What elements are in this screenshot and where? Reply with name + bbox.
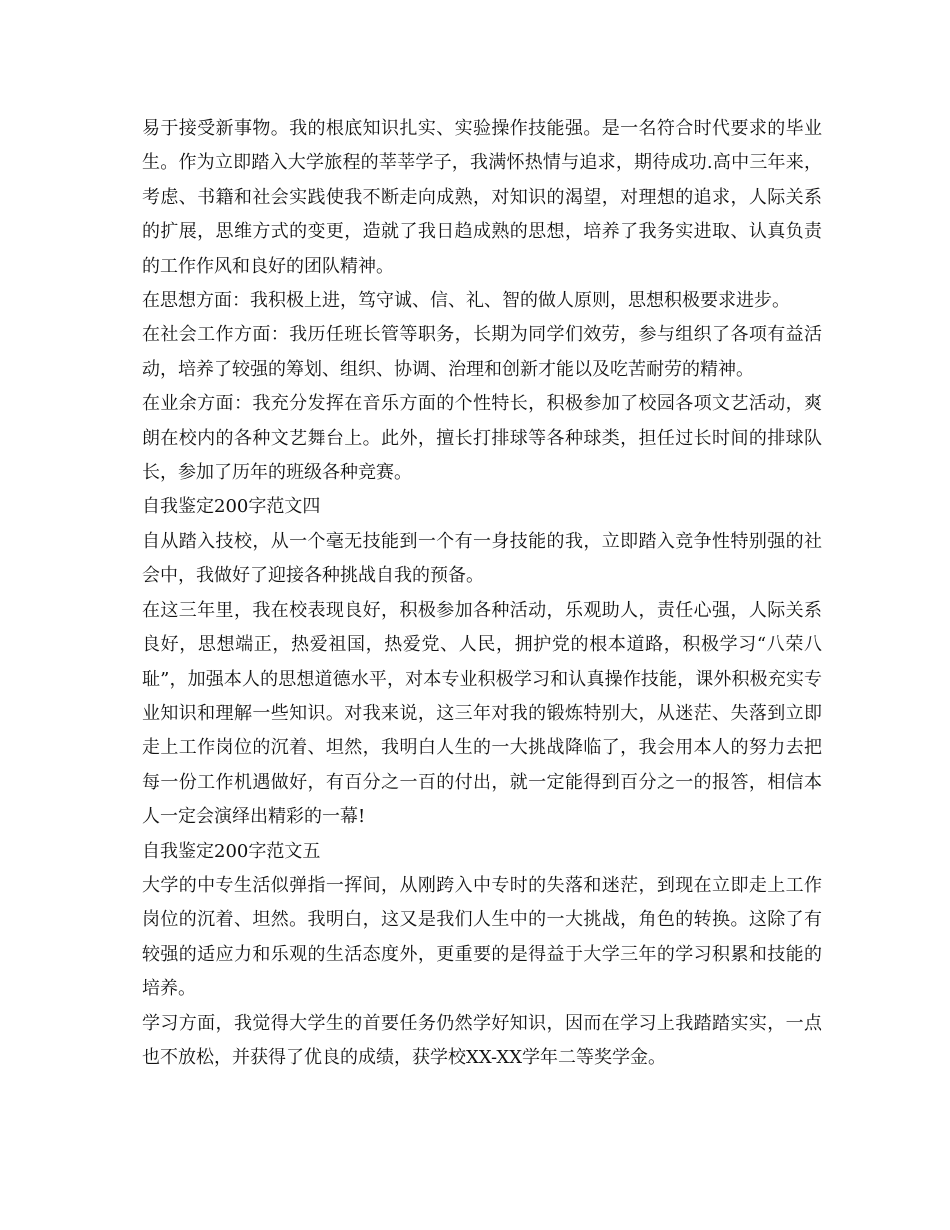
paragraph-secondary-school-life: 大学的中专生活似弹指一挥间，从刚跨入中专时的失落和迷茫，到现在立即走上工作岗位的沉着、坦然。我明白，这又是我们人生中的一大挑战，角色的转换。这除了有较强的适应力和乐观的生活态度外，更重要的是得益于大学三年的学习积累和技能的培养。 [142,874,822,1000]
paragraph-ideology: 在思想方面：我积极上进，笃守诚、信、礼、智的做人原则，思想积极要求进步。 [142,290,790,312]
paragraph-intro-continued: 易于接受新事物。我的根底知识扎实、实验操作技能强。是一名符合时代要求的毕业生。作为立即踏入大学旅程的莘莘学子，我满怀热情与追求，期待成功.高中三年来，考虑、书籍和社会实践使我不断走向成熟，对知识的渴望，对理想的追求，人际关系的扩展，思维方式的变更，造就了我日趋成熟的思想，培养了我务实进取、认真负责的工作作风和良好的团队精神。 [142,118,822,277]
section-heading-sample-five: 自我鉴定200字范文五 [142,840,321,862]
paragraph-three-years: 在这三年里，我在校表现良好，积极参加各种活动，乐观助人，责任心强，人际关系良好，思想端正，热爱祖国，热爱党、人民，拥护党的根本道路，积极学习“八荣八耻”，加强本人的思想道德水平，对本专业积极学习和认真操作技能，课外积极充实专业知识和理解一些知识。对我来说，这三年对我的锻炼特别大，从迷茫、失落到立即走上工作岗位的沉着、坦然，我明白人生的一大挑战降临了，我会用本人的努力去把每一份工作机遇做好，有百分之一百的付出，就一定能得到百分之一的报答，相信本人一定会演绎出精彩的一幕! [142,599,822,828]
paragraph-leisure: 在业余方面：我充分发挥在音乐方面的个性特长，积极参加了校园各项文艺活动，爽朗在校内的各种文艺舞台上。此外，擅长打排球等各种球类，担任过长时间的排球队长，参加了历年的班级各种竞赛。 [142,393,822,484]
section-heading-sample-four: 自我鉴定200字范文四 [142,496,321,518]
paragraph-technical-school: 自从踏入技校，从一个毫无技能到一个有一身技能的我，立即踏入竞争性特别强的社会中，我做好了迎接各种挑战自我的预备。 [142,530,822,587]
document-body [142,112,822,1075]
paragraph-social-work: 在社会工作方面：我历任班长管等职务，长期为同学们效劳，参与组织了各项有益活动，培养了较强的筹划、组织、协调、治理和创新才能以及吃苦耐劳的精神。 [142,324,822,380]
paragraph-study: 学习方面，我觉得大学生的首要任务仍然学好知识，因而在学习上我踏踏实实，一点也不放松，并获得了优良的成绩，获学校XX-XX学年二等奖学金。 [142,1012,822,1068]
